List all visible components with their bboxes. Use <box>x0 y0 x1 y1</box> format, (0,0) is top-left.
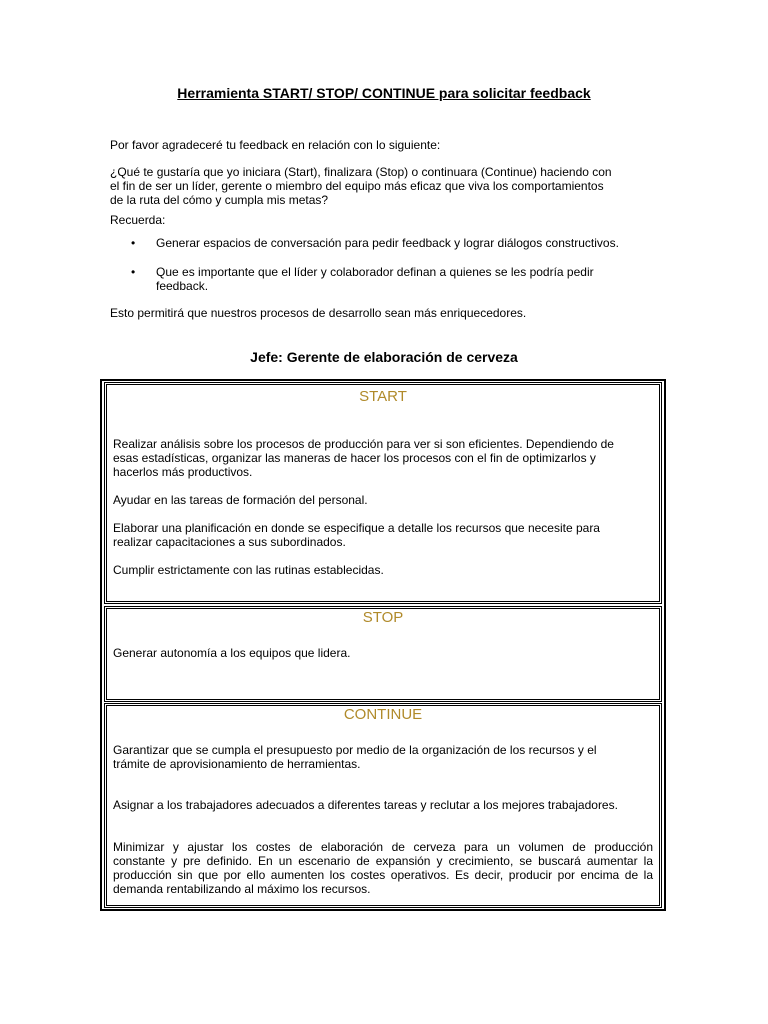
bullet-line: feedback. <box>156 279 209 293</box>
start-line: Ayudar en las tareas de formación del personal. <box>113 493 368 507</box>
bullet-icon: • <box>131 265 136 279</box>
start-line: Cumplir estrictamente con las rutinas establecidas. <box>113 563 384 577</box>
bullet-item: Generar espacios de conversación para pedir feedback y lograr diálogos constructivos. <box>156 236 619 250</box>
stop-section <box>104 606 662 702</box>
closing-text: Esto permitirá que nuestros procesos de desarrollo sean más enriquecedores. <box>110 306 527 320</box>
start-line: realizar capacitaciones a sus subordinados. <box>113 535 346 549</box>
start-section <box>104 382 662 604</box>
question-paragraph <box>110 165 658 207</box>
question-line: ¿Qué te gustaría que yo iniciara (Start), finalizara (Stop) o continuara (Continue) haciendo con <box>110 165 612 179</box>
continue-line: constante y pre definido. En un escenario de expansión y crecimiento, se buscará aumentar la <box>113 854 653 868</box>
bullet-icon: • <box>131 236 136 250</box>
boss-heading: Jefe: Gerente de elaboración de cerveza <box>250 349 518 365</box>
bullet-item <box>156 265 658 293</box>
start-line: Elaborar una planificación en donde se especifique a detalle los recursos que necesite para <box>113 521 600 535</box>
continue-line: Asignar a los trabajadores adecuados a diferentes tareas y reclutar a los mejores trabajadores. <box>113 798 618 812</box>
continue-line: demanda rentabilizando al máximo los recursos. <box>113 882 371 896</box>
start-line: hacerlos más productivos. <box>113 465 253 479</box>
question-line: el fin de ser un líder, gerente o miembro del equipo más eficaz que viva los comportamientos <box>110 179 604 193</box>
start-line: esas estadísticas, organizar las maneras de hacer los procesos con el fin de optimizarlos y <box>113 451 596 465</box>
continue-section <box>104 703 662 908</box>
stop-heading: STOP <box>362 609 404 626</box>
start-heading: START <box>359 388 407 405</box>
intro-text: Por favor agradeceré tu feedback en relación con lo siguiente: <box>110 138 441 152</box>
continue-line: producción sin que por ello aumenten los costes operativos. Es decir, producir por encima de la <box>113 868 653 882</box>
bullet-line: Que es importante que el líder y colaborador definan a quienes se les podría pedir <box>156 265 594 279</box>
stop-line: Generar autonomía a los equipos que lidera. <box>113 646 351 660</box>
continue-line: trámite de aprovisionamiento de herramientas. <box>113 757 361 771</box>
start-line: Realizar análisis sobre los procesos de producción para ver si son eficientes. Dependiendo de <box>113 437 614 451</box>
question-line: de la ruta del cómo y cumpla mis metas? <box>110 193 329 207</box>
remember-label: Recuerda: <box>110 213 166 227</box>
continue-line: Minimizar y ajustar los costes de elaboración de cerveza para un volumen de producción <box>113 840 653 854</box>
continue-heading: CONTINUE <box>343 706 423 723</box>
document-title: Herramienta START/ STOP/ CONTINUE para solicitar feedback <box>177 85 591 101</box>
continue-line: Garantizar que se cumpla el presupuesto por medio de la organización de los recursos y el <box>113 743 597 757</box>
